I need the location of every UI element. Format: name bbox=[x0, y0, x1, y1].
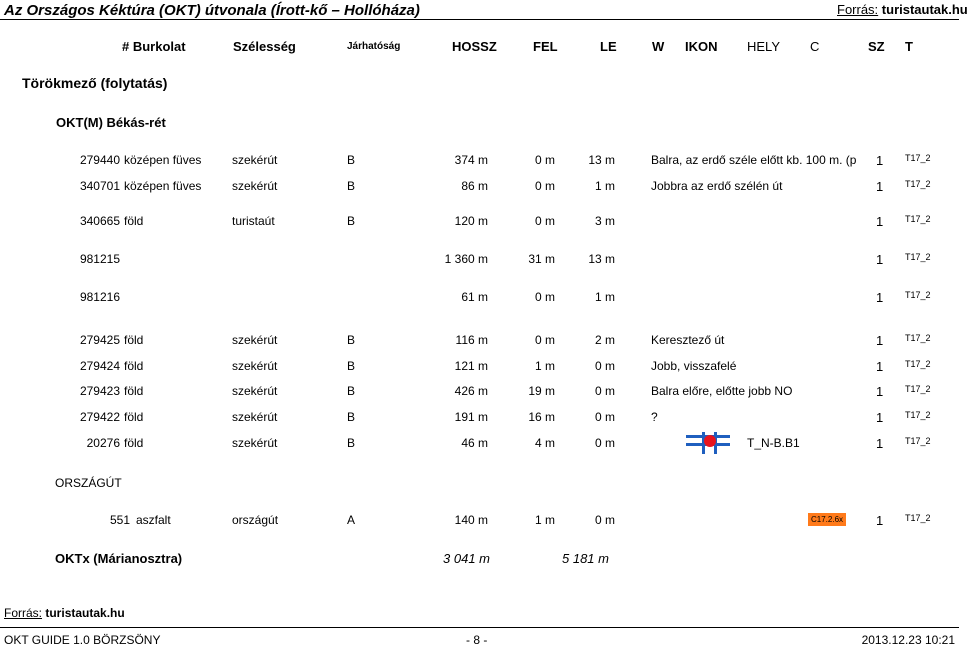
footer-source-label: Forrás: bbox=[4, 606, 43, 620]
col-t: T bbox=[905, 39, 913, 54]
row-id: 279424 bbox=[79, 359, 120, 373]
table-row bbox=[0, 252, 959, 272]
row-length: 46 m bbox=[461, 436, 488, 450]
row-surface: föld bbox=[124, 214, 144, 228]
row-ascent: 4 m bbox=[534, 436, 555, 450]
row-road: szekérút bbox=[232, 359, 278, 373]
row-length: 120 m bbox=[454, 214, 488, 228]
row-surface: középen füves bbox=[124, 153, 202, 167]
row-map-code: T17_2 bbox=[905, 513, 931, 523]
row-passability: B bbox=[347, 153, 356, 167]
row-id: 279423 bbox=[79, 384, 120, 398]
source-link-top[interactable] bbox=[837, 2, 968, 17]
row-id: 340701 bbox=[79, 179, 120, 193]
row-map-code: T17_2 bbox=[905, 214, 931, 224]
row-descent: 13 m bbox=[588, 153, 615, 167]
row-direction: ? bbox=[651, 410, 658, 424]
header-rule bbox=[0, 19, 959, 20]
row-count: 1 bbox=[876, 179, 884, 194]
row-count: 1 bbox=[876, 410, 884, 425]
row-ascent: 0 m bbox=[534, 153, 555, 167]
guide-label: OKT GUIDE 1.0 BÖRZSÖNY bbox=[4, 633, 161, 647]
row-ascent: 19 m bbox=[528, 384, 555, 398]
section-orszagut: ORSZÁGÚT bbox=[55, 476, 122, 490]
row-descent: 3 m bbox=[594, 214, 615, 228]
row-map-code: T17_2 bbox=[905, 290, 931, 300]
row-direction: Balra előre, előtte jobb NO bbox=[651, 384, 793, 398]
row-road: szekérút bbox=[232, 384, 278, 398]
row-descent: 1 m bbox=[594, 290, 615, 304]
row-descent: 2 m bbox=[594, 333, 615, 347]
row-direction: T_N-B.B1 bbox=[747, 436, 800, 450]
row-passability: B bbox=[347, 436, 356, 450]
row-map-code: T17_2 bbox=[905, 410, 931, 420]
row-passability: B bbox=[347, 384, 356, 398]
footer-rule bbox=[0, 627, 959, 628]
row-ascent: 1 m bbox=[534, 359, 555, 373]
table-row bbox=[0, 410, 959, 430]
col-w: W bbox=[652, 39, 665, 54]
row-count: 1 bbox=[876, 214, 884, 229]
table-row bbox=[0, 179, 959, 199]
row-passability: B bbox=[347, 333, 356, 347]
row-map-code: T17_2 bbox=[905, 436, 931, 446]
row-passability: B bbox=[347, 410, 356, 424]
page-number: - 8 - bbox=[466, 633, 488, 647]
row-ascent: 31 m bbox=[528, 252, 555, 266]
total-ascent: 5 181 m bbox=[562, 551, 609, 566]
row-passability: B bbox=[347, 214, 356, 228]
row-length: 116 m bbox=[455, 333, 488, 347]
row-surface: föld bbox=[124, 410, 144, 424]
row-descent: 0 m bbox=[594, 513, 615, 527]
date-time: 2013.12.23 10:21 bbox=[861, 633, 955, 647]
row-count: 1 bbox=[876, 153, 884, 168]
row-direction: Jobbra az erdő szélén út bbox=[651, 179, 783, 193]
row-map-code: T17_2 bbox=[905, 153, 931, 163]
row-ascent: 0 m bbox=[534, 214, 555, 228]
table-row bbox=[0, 513, 959, 533]
col-jarhatosag: Járhatóság bbox=[347, 41, 401, 52]
total-length: 3 041 m bbox=[443, 551, 490, 566]
col-sz: SZ bbox=[868, 39, 885, 54]
row-id: 340665 bbox=[79, 214, 120, 228]
table-row bbox=[0, 384, 959, 404]
table-row bbox=[0, 153, 959, 173]
row-count: 1 bbox=[876, 513, 884, 528]
table-row bbox=[0, 333, 959, 353]
col-ikon: IKON bbox=[685, 39, 718, 54]
row-map-code: T17_2 bbox=[905, 384, 931, 394]
row-road: szekérút bbox=[232, 436, 278, 450]
row-surface: aszfalt bbox=[136, 513, 171, 527]
row-map-code: T17_2 bbox=[905, 252, 931, 262]
row-direction: Balra, az erdő széle előtt kb. 100 m. (p bbox=[651, 153, 857, 167]
col-hossz: HOSSZ bbox=[452, 39, 497, 54]
row-map-code: T17_2 bbox=[905, 179, 931, 189]
row-descent: 0 m bbox=[594, 410, 615, 424]
row-road: szekérút bbox=[232, 179, 278, 193]
row-road: turistaút bbox=[232, 214, 275, 228]
row-surface: föld bbox=[124, 359, 144, 373]
location-code-badge: C17.2.6x bbox=[808, 513, 846, 526]
trail-junction-icon bbox=[686, 430, 732, 458]
row-length: 86 m bbox=[461, 179, 488, 193]
row-descent: 1 m bbox=[594, 179, 615, 193]
row-count: 1 bbox=[876, 290, 884, 305]
table-row bbox=[0, 214, 959, 234]
row-id: 279440 bbox=[79, 153, 120, 167]
row-descent: 0 m bbox=[594, 359, 615, 373]
col-fel: FEL bbox=[533, 39, 558, 54]
col-szelesseg: Szélesség bbox=[233, 39, 296, 54]
col-le: LE bbox=[600, 39, 617, 54]
row-id: 981216 bbox=[79, 290, 120, 304]
row-length: 426 m bbox=[454, 384, 488, 398]
row-ascent: 16 m bbox=[528, 410, 555, 424]
row-length: 1 360 m bbox=[444, 252, 488, 266]
row-count: 1 bbox=[876, 436, 884, 451]
row-road: országút bbox=[232, 513, 279, 527]
section-oktx: OKTx (Márianosztra) bbox=[55, 551, 183, 566]
section-torokmezo: Törökmező (folytatás) bbox=[22, 75, 168, 91]
row-descent: 13 m bbox=[588, 252, 615, 266]
row-id: 20276 bbox=[86, 436, 120, 450]
row-id: 551 bbox=[109, 513, 130, 527]
row-length: 191 m bbox=[454, 410, 488, 424]
row-id: 279422 bbox=[79, 410, 120, 424]
row-ascent: 0 m bbox=[534, 290, 555, 304]
row-passability: B bbox=[347, 359, 356, 373]
row-descent: 0 m bbox=[594, 384, 615, 398]
row-descent: 0 m bbox=[594, 436, 615, 450]
row-id: 981215 bbox=[79, 252, 120, 266]
row-map-code: T17_2 bbox=[905, 359, 931, 369]
source-site: turistautak.hu bbox=[881, 2, 968, 17]
row-count: 1 bbox=[876, 384, 884, 399]
row-passability: A bbox=[347, 513, 356, 527]
table-row bbox=[0, 436, 959, 456]
table-row bbox=[0, 359, 959, 379]
col-c: C bbox=[810, 39, 820, 54]
col-burkolat: # Burkolat bbox=[122, 39, 186, 54]
row-road: szekérút bbox=[232, 410, 278, 424]
row-ascent: 0 m bbox=[534, 179, 555, 193]
row-length: 140 m bbox=[454, 513, 488, 527]
row-ascent: 1 m bbox=[534, 513, 555, 527]
row-passability: B bbox=[347, 179, 356, 193]
row-length: 121 m bbox=[454, 359, 488, 373]
row-surface: középen füves bbox=[124, 179, 202, 193]
section-okt-bekas: OKT(M) Békás-rét bbox=[56, 115, 166, 130]
row-road: szekérút bbox=[232, 333, 278, 347]
row-length: 61 m bbox=[461, 290, 488, 304]
row-ascent: 0 m bbox=[534, 333, 555, 347]
row-length: 374 m bbox=[454, 153, 488, 167]
row-map-code: T17_2 bbox=[905, 333, 931, 343]
row-direction: Keresztező út bbox=[651, 333, 725, 347]
row-count: 1 bbox=[876, 252, 884, 267]
row-count: 1 bbox=[876, 359, 884, 374]
row-direction: Jobb, visszafelé bbox=[651, 359, 737, 373]
row-road: szekérút bbox=[232, 153, 278, 167]
col-hely: HELY bbox=[747, 39, 780, 54]
row-surface: föld bbox=[124, 384, 144, 398]
source-link-bottom[interactable] bbox=[4, 606, 125, 620]
row-count: 1 bbox=[876, 333, 884, 348]
row-id: 279425 bbox=[79, 333, 120, 347]
document-title: Az Országos Kéktúra (OKT) útvonala (Írott-kő – Hollóháza) bbox=[4, 2, 420, 19]
source-label: Forrás: bbox=[837, 2, 879, 17]
table-row bbox=[0, 290, 959, 310]
row-surface: föld bbox=[124, 333, 144, 347]
row-surface: föld bbox=[124, 436, 144, 450]
footer-source-site: turistautak.hu bbox=[45, 606, 125, 620]
